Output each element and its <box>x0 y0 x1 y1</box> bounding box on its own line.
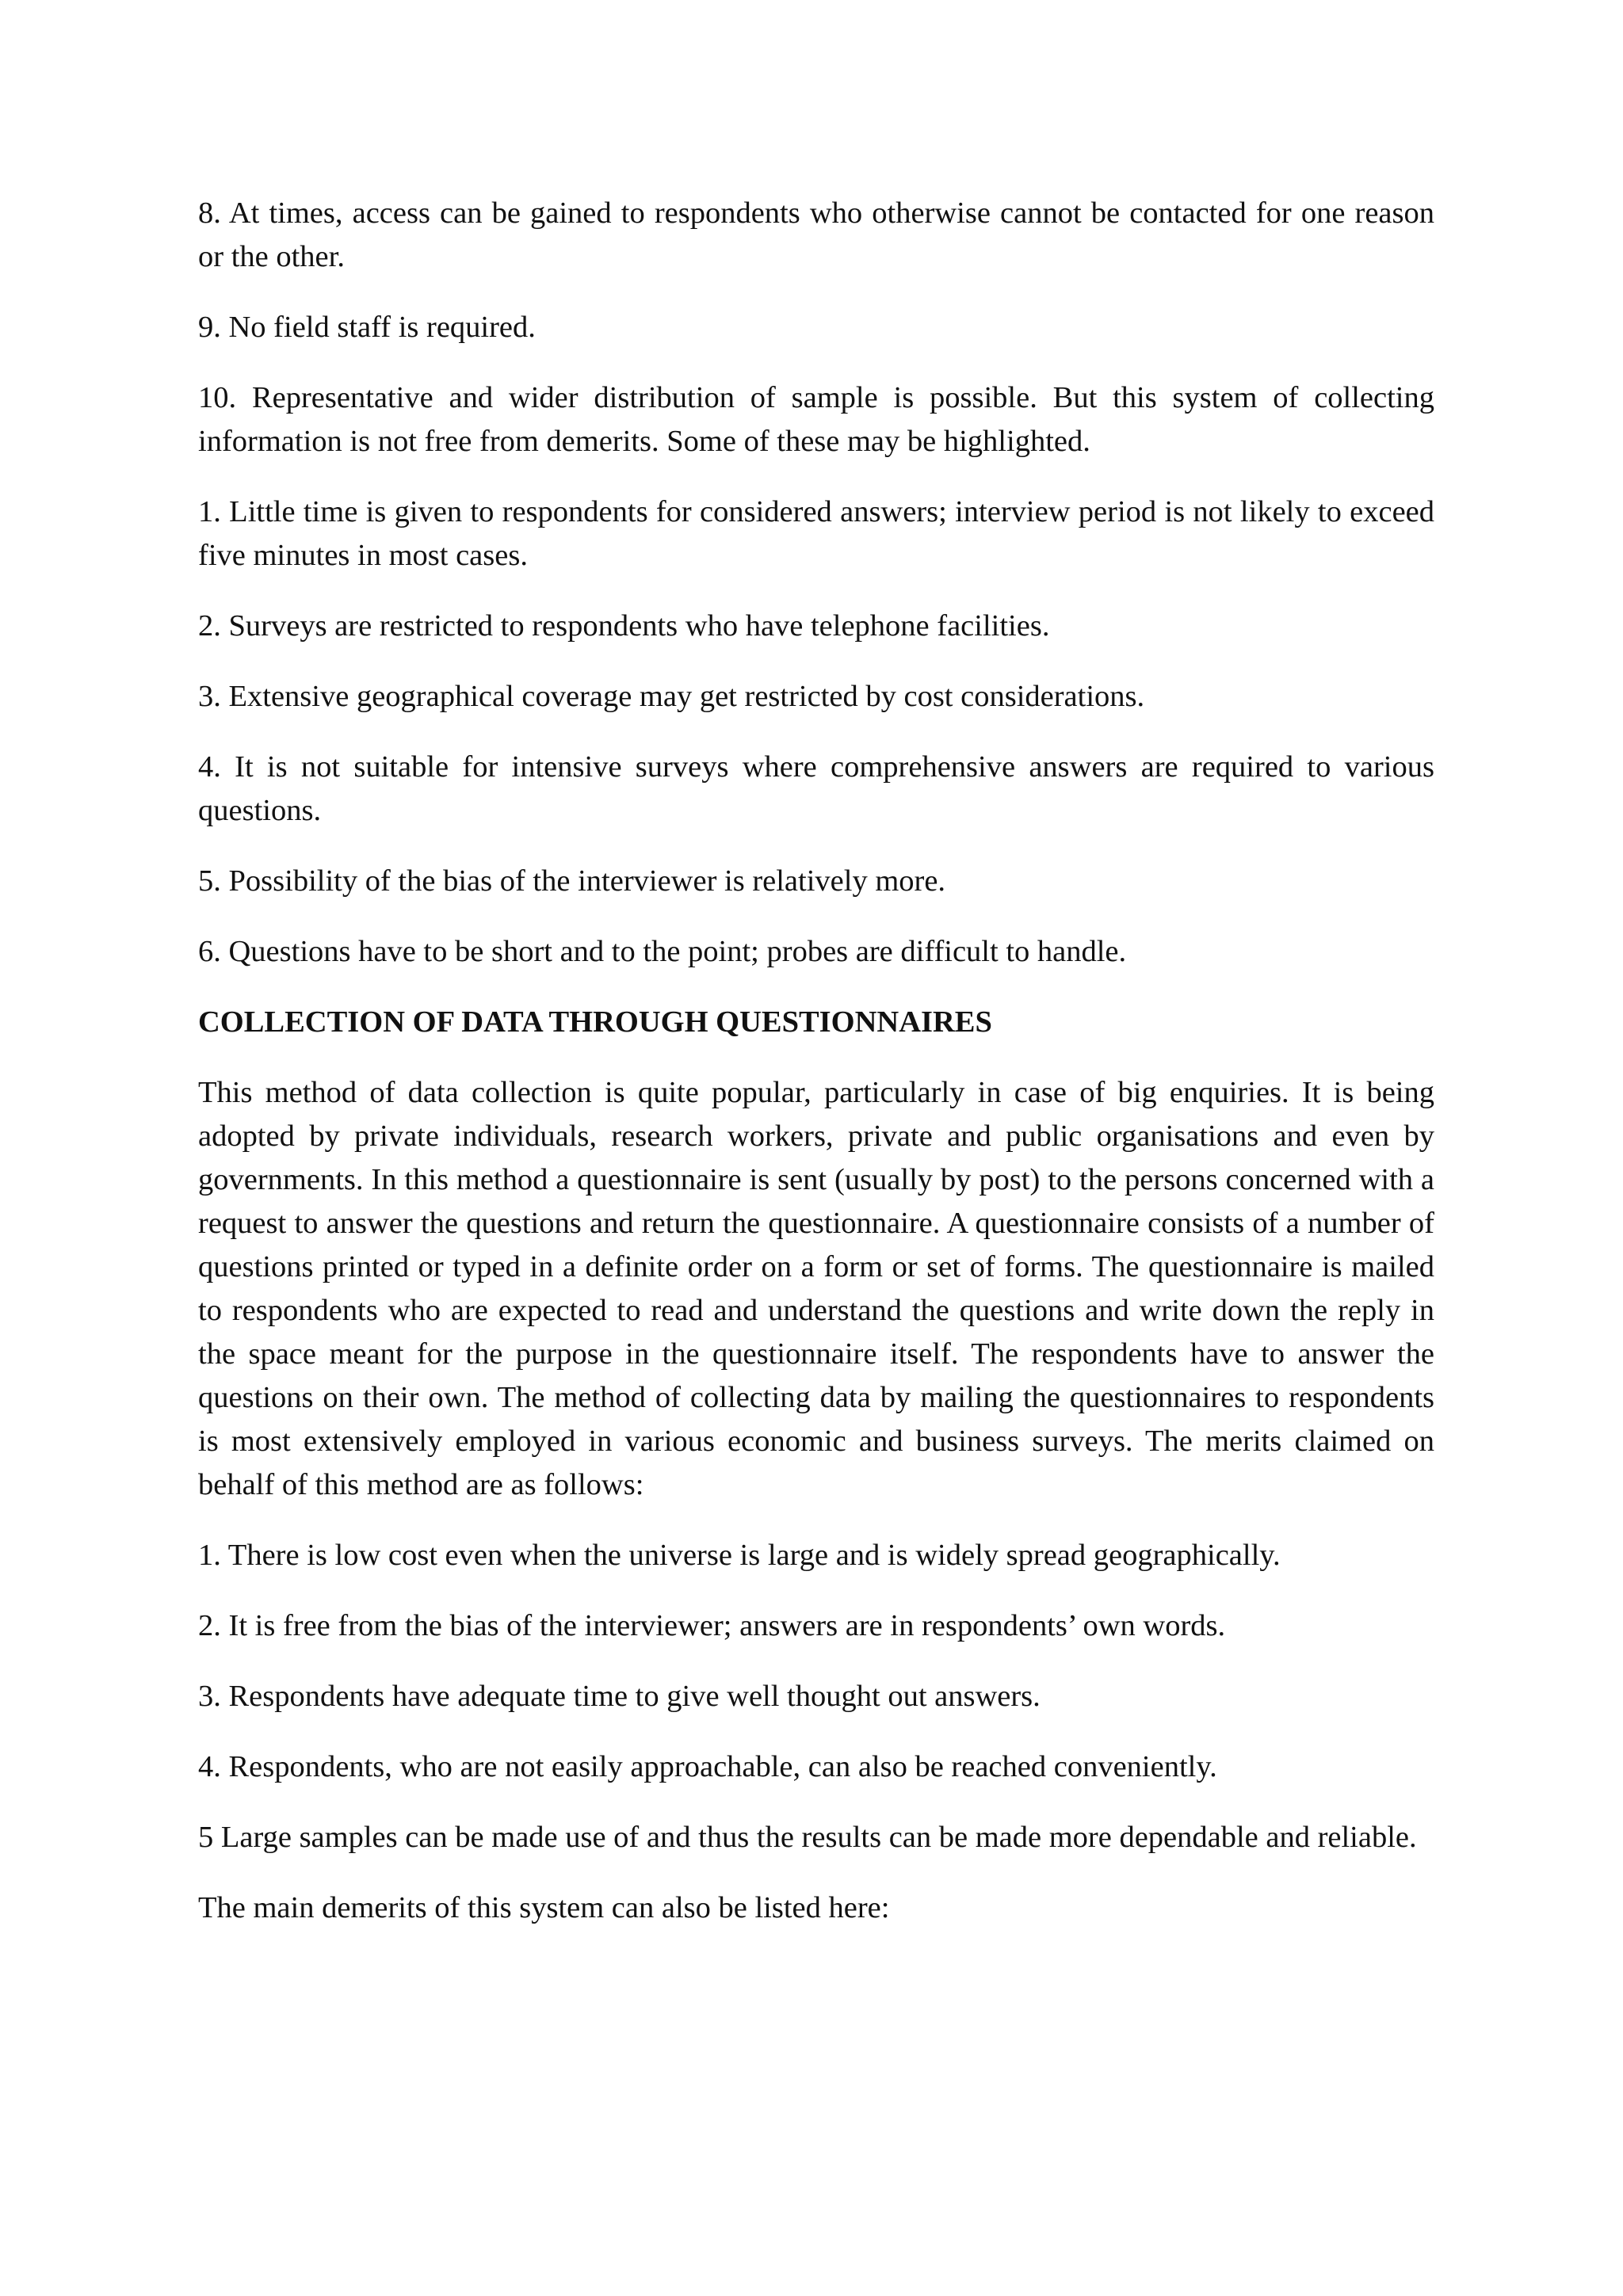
merit-item-1: 1. There is low cost even when the universe is large and is widely spread geographically. <box>198 1539 1281 1572</box>
demerit-item-3: 3. Extensive geographical coverage may get restricted by cost considerations. <box>198 680 1145 713</box>
demerit-item-6: 6. Questions have to be short and to the point; probes are difficult to handle. <box>198 935 1127 968</box>
document-page <box>198 192 1434 1957</box>
merit-item-4: 4. Respondents, who are not easily approachable, can also be reached conveniently. <box>198 1750 1217 1783</box>
demerit-item-1: 1. Little time is given to respondents for considered answers; interview period is not likely to exceed five minutes in most cases. <box>198 495 1434 572</box>
demerit-item-2: 2. Surveys are restricted to respondents who have telephone facilities. <box>198 609 1050 643</box>
merit-item-2: 2. It is free from the bias of the interviewer; answers are in respondents’ own words. <box>198 1609 1226 1642</box>
demerit-item-4: 4. It is not suitable for intensive surveys where comprehensive answers are required to various questions. <box>198 750 1434 827</box>
demerit-item-5: 5. Possibility of the bias of the interviewer is relatively more. <box>198 864 946 898</box>
list-item-8: 8. At times, access can be gained to respondents who otherwise cannot be contacted for one reason or the other. <box>198 196 1434 273</box>
list-item-10: 10. Representative and wider distribution of sample is possible. But this system of collecting information is not free from demerits. Some of these may be highlighted. <box>198 381 1434 458</box>
section-heading: COLLECTION OF DATA THROUGH QUESTIONNAIRES <box>198 1005 992 1039</box>
intro-paragraph: This method of data collection is quite popular, particularly in case of big enquiries. It is being adopted by private individuals, research workers, private and public organisations and even by governments. In this method a questionnaire is sent (usually by post) to the persons concerned with a request to answer the questions and return the questionnaire. A questionnaire consists of a number of questions printed or typed in a definite order on a form or set of forms. The questionnaire is mailed to respondents who are expected to read and understand the questions and write down the reply in the space meant for the purpose in the questionnaire itself. The respondents have to answer the questions on their own. The method of collecting data by mailing the questionnaires to respondents is most extensively employed in various economic and business surveys. The merits claimed on behalf of this method are as follows: <box>198 1076 1434 1501</box>
closing-paragraph: The main demerits of this system can also be listed here: <box>198 1891 890 1924</box>
merit-item-5: 5 Large samples can be made use of and thus the results can be made more dependable and reliable. <box>198 1821 1417 1854</box>
list-item-9: 9. No field staff is required. <box>198 311 536 344</box>
merit-item-3: 3. Respondents have adequate time to give well thought out answers. <box>198 1680 1041 1713</box>
